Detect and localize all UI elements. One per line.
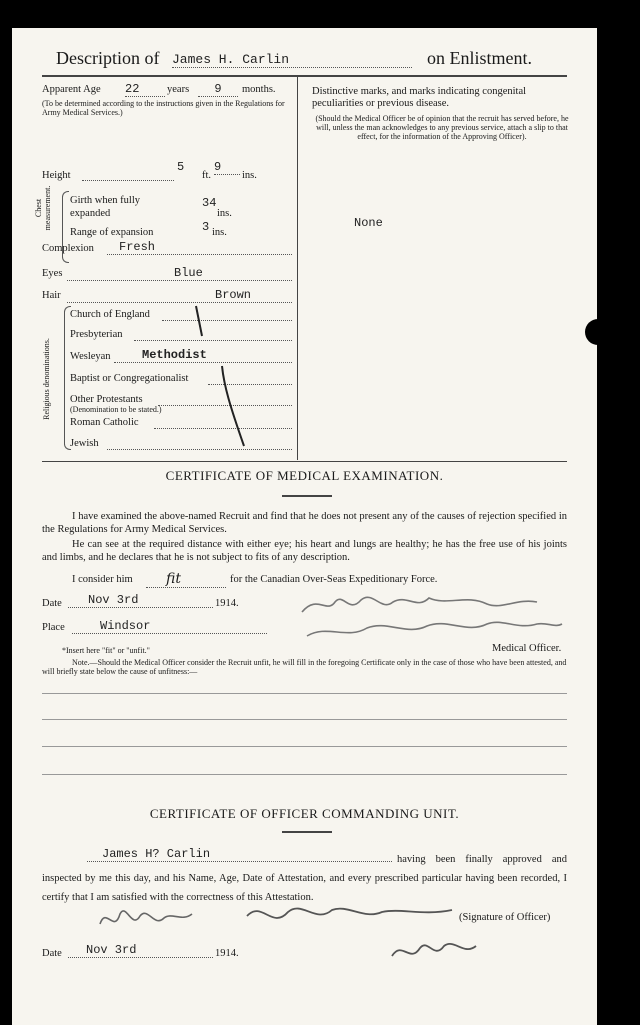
force-label: for the Canadian Over-Seas Expeditionary Force. <box>230 574 438 585</box>
punch-hole-top <box>585 319 611 345</box>
insert-note: *Insert here "fit" or "unfit." <box>62 646 150 655</box>
consider-label: I consider him <box>72 574 133 585</box>
blank-line-2 <box>42 719 567 720</box>
chest-measurement-label: Chest measurement. <box>34 185 52 231</box>
wesleyan-label: Wesleyan <box>70 351 111 362</box>
complexion-label: Complexion <box>42 243 94 254</box>
medical-certificate-title: CERTIFICATE OF MEDICAL EXAMINATION. <box>165 468 444 483</box>
height-label: Height <box>42 170 71 181</box>
height-in-value: 9 <box>214 160 240 175</box>
commanding-date-value: Nov 3rd <box>68 943 213 958</box>
medical-date-value: Nov 3rd <box>68 593 213 608</box>
fit-value: fit <box>146 571 226 588</box>
commanding-date-label: Date <box>42 948 62 959</box>
eyes-label: Eyes <box>42 268 63 279</box>
header-prefix: Description of <box>56 48 160 68</box>
religious-denominations-label: Religious denominations. <box>42 338 51 420</box>
medical-date-label: Date <box>42 598 62 609</box>
signature-of-officer-label: (Signature of Officer) <box>459 912 551 923</box>
age-note: (To be determined according to the instructions given in the Regulations for Army Medical Services.) <box>42 99 285 117</box>
other-protestants-note: (Denomination to be stated.) <box>70 405 162 414</box>
height-ft-value: 5 <box>177 160 185 174</box>
unfit-note: Note.—Should the Medical Officer consider the Recruit unfit, he will fill in the foregoing Certificate only in the case of those who have been attested, and will briefly state below the cause of unfitness:— <box>42 658 567 676</box>
years-label: years <box>167 84 190 95</box>
attestation-sheet <box>12 28 597 1025</box>
girth-value: 34 <box>202 196 217 210</box>
baptist-label: Baptist or Congregationalist <box>70 373 189 384</box>
blank-line-3 <box>42 746 567 747</box>
presbyterian-label: Presbyterian <box>70 329 123 340</box>
commanding-paragraph: having been finally approved and inspected by me this day, and his Name, Age, Date of Attestation, and every prescribed particular having been recorded, I certify that I am satisfied with the correctness of this Attestation. <box>42 854 567 903</box>
distinctive-marks-note: (Should the Medical Officer be of opinion that the recruit has served before, he will, unless the man acknowledges to any previous service, attach a slip to that effect, for the information of the Approving Officer). <box>315 114 569 141</box>
medical-place-value: Windsor <box>72 619 267 634</box>
recruit-name: James H. Carlin <box>172 52 412 68</box>
jewish-label: Jewish <box>70 438 99 449</box>
distinctive-marks-value: None <box>354 216 383 230</box>
girth-ins-label: ins. <box>217 208 232 219</box>
range-label: Range of expansion <box>70 227 154 238</box>
range-ins-label: ins. <box>212 227 227 238</box>
church-of-england-label: Church of England <box>70 309 150 320</box>
commanding-name-value: James H? Carlin <box>87 847 392 862</box>
commanding-signatures <box>92 894 572 974</box>
header-rule <box>42 75 567 77</box>
handwritten-strokes <box>182 296 262 456</box>
hair-value: Brown <box>67 288 292 303</box>
medical-year-label: 1914. <box>215 598 239 609</box>
girth-label: Girth when fully expanded <box>70 195 140 219</box>
medical-paragraph-2: He can see at the required distance with either eye; his heart and lungs are healthy; he has the free use of his joints and limbs, and he declares that he is not subject to fits of any description. <box>42 539 567 563</box>
height-leader <box>82 180 174 181</box>
wesleyan-value: Methodist <box>114 348 292 363</box>
hair-label: Hair <box>42 290 61 301</box>
section-rule-1 <box>42 461 567 462</box>
ins-label: ins. <box>242 170 257 181</box>
apparent-age-label: Apparent Age <box>42 84 101 95</box>
commanding-certificate-title: CERTIFICATE OF OFFICER COMMANDING UNIT. <box>149 806 460 821</box>
commanding-title-rule <box>282 831 332 833</box>
age-months-value: 9 <box>198 82 238 97</box>
other-protestants-label: Other Protestants <box>70 394 143 405</box>
medical-officer-label: Medical Officer. <box>492 643 562 654</box>
roman-catholic-label: Roman Catholic <box>70 417 139 428</box>
months-label: months. <box>242 84 276 95</box>
eyes-value: Blue <box>67 266 292 281</box>
range-value: 3 <box>202 220 210 234</box>
complexion-value: Fresh <box>107 240 292 255</box>
header-suffix: on Enlistment. <box>427 48 532 68</box>
blank-line-4 <box>42 774 567 775</box>
medical-place-label: Place <box>42 622 65 633</box>
commanding-year-label: 1914. <box>215 948 239 959</box>
medical-paragraph-1: I have examined the above-named Recruit and find that he does not present any of the causes of rejection specified in the Regulations for Army Medical Services. <box>42 511 567 535</box>
blank-line-1 <box>42 693 567 694</box>
medical-title-rule <box>282 495 332 497</box>
age-years-value: 22 <box>125 82 165 97</box>
punch-hole-bottom <box>607 623 633 649</box>
distinctive-marks-title: Distinctive marks, and marks indicating congenital peculiarities or previous disease. <box>312 86 527 109</box>
column-divider <box>297 76 298 460</box>
medical-officer-signature <box>297 584 567 644</box>
ft-label: ft. <box>202 170 212 181</box>
